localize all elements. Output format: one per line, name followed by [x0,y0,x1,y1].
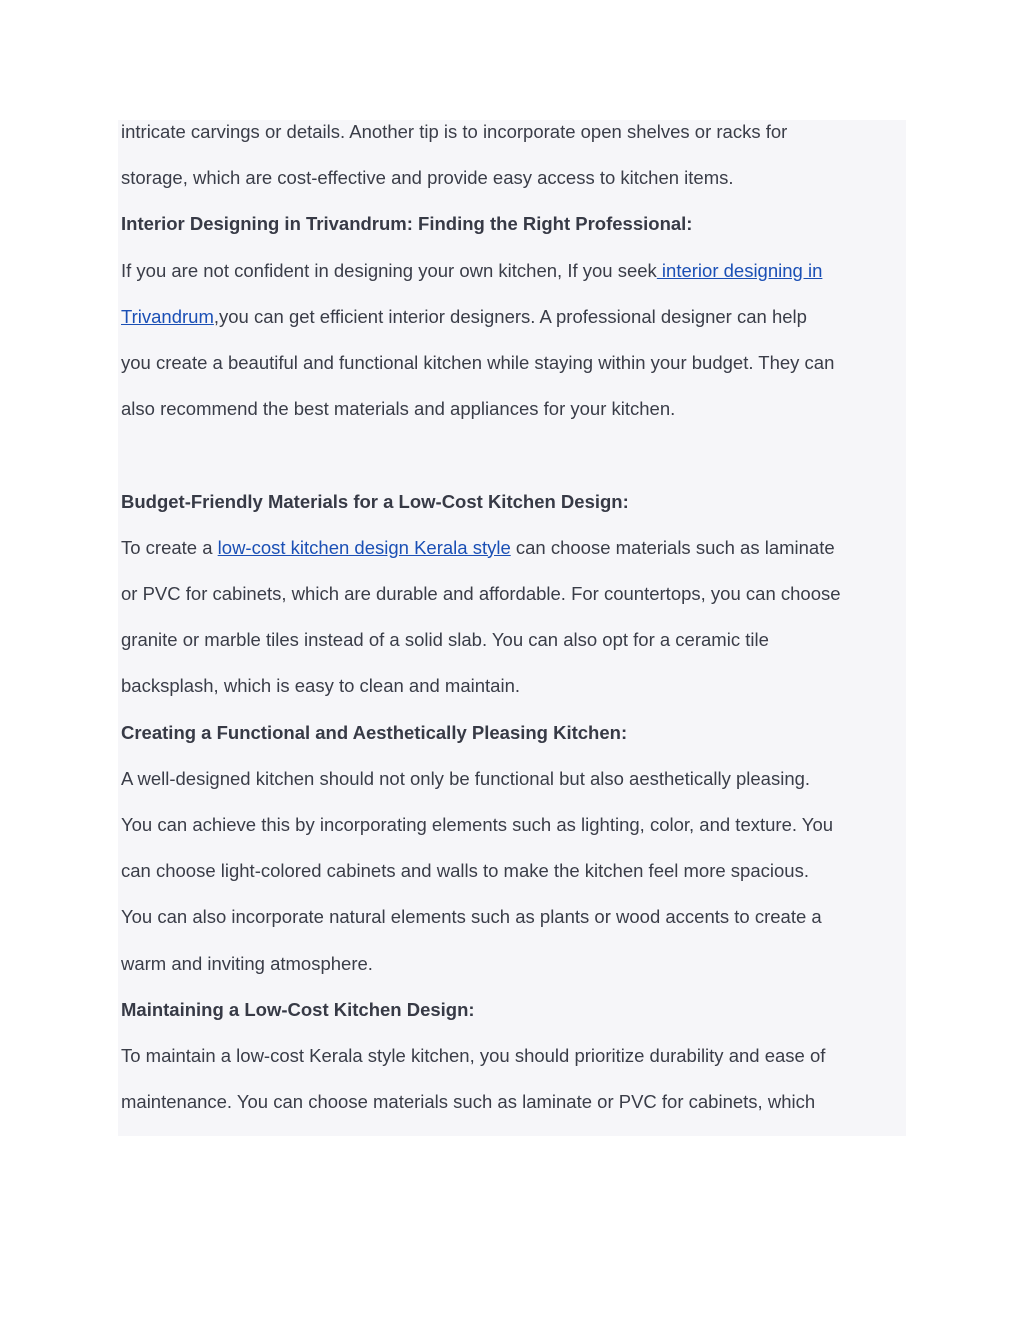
paragraph-line: can choose light-colored cabinets and walls to make the kitchen feel more spacious. [121,860,809,882]
paragraph-line: You can achieve this by incorporating elements such as lighting, color, and texture. You [121,814,834,836]
paragraph-text: ,you can get efficient interior designers. A professional designer can help [213,305,807,327]
section-heading-budget-materials: Budget-Friendly Materials for a Low-Cost Kitchen Design: [121,490,629,512]
document-body [121,109,921,1125]
paragraph-text: If you are not confident in designing your own kitchen, If you seek [121,259,657,281]
paragraph-text: can choose materials such as laminate [510,536,835,558]
paragraph-line [121,525,921,571]
section-heading-maintaining: Maintaining a Low-Cost Kitchen Design: [121,998,475,1020]
paragraph-line [121,248,921,294]
paragraph-line: warm and inviting atmosphere. [121,952,373,974]
section-heading-functional-aesthetic: Creating a Functional and Aesthetically Pleasing Kitchen: [121,721,628,743]
paragraph-line: maintenance. You can choose materials such as laminate or PVC for cabinets, which [121,1091,816,1113]
interior-designing-link[interactable]: interior designing in [656,259,823,281]
paragraph-line: storage, which are cost-effective and provide easy access to kitchen items. [121,167,734,189]
paragraph-line: or PVC for cabinets, which are durable and affordable. For countertops, you can choose [121,583,841,605]
paragraph-line [121,294,921,340]
paragraph-line: backsplash, which is easy to clean and maintain. [121,675,520,697]
trivandrum-link[interactable]: Trivandrum [121,305,214,327]
paragraph-line: you create a beautiful and functional kitchen while staying within your budget. They can [121,352,835,374]
paragraph-line: also recommend the best materials and appliances for your kitchen. [121,398,676,420]
paragraph-line: A well-designed kitchen should not only be functional but also aesthetically pleasing. [121,767,811,789]
paragraph-text: To create a [121,536,218,558]
paragraph-line: To maintain a low-cost Kerala style kitchen, you should prioritize durability and ease of [121,1045,826,1067]
section-heading-interior-designing: Interior Designing in Trivandrum: Finding the Right Professional: [121,213,693,235]
low-cost-kitchen-design-link[interactable]: low-cost kitchen design Kerala style [217,536,511,558]
paragraph-line: intricate carvings or details. Another tip is to incorporate open shelves or racks for [121,121,788,142]
paragraph-line: granite or marble tiles instead of a solid slab. You can also opt for a ceramic tile [121,629,769,651]
blank-line [121,432,921,478]
paragraph-line: You can also incorporate natural elements such as plants or wood accents to create a [121,906,822,928]
